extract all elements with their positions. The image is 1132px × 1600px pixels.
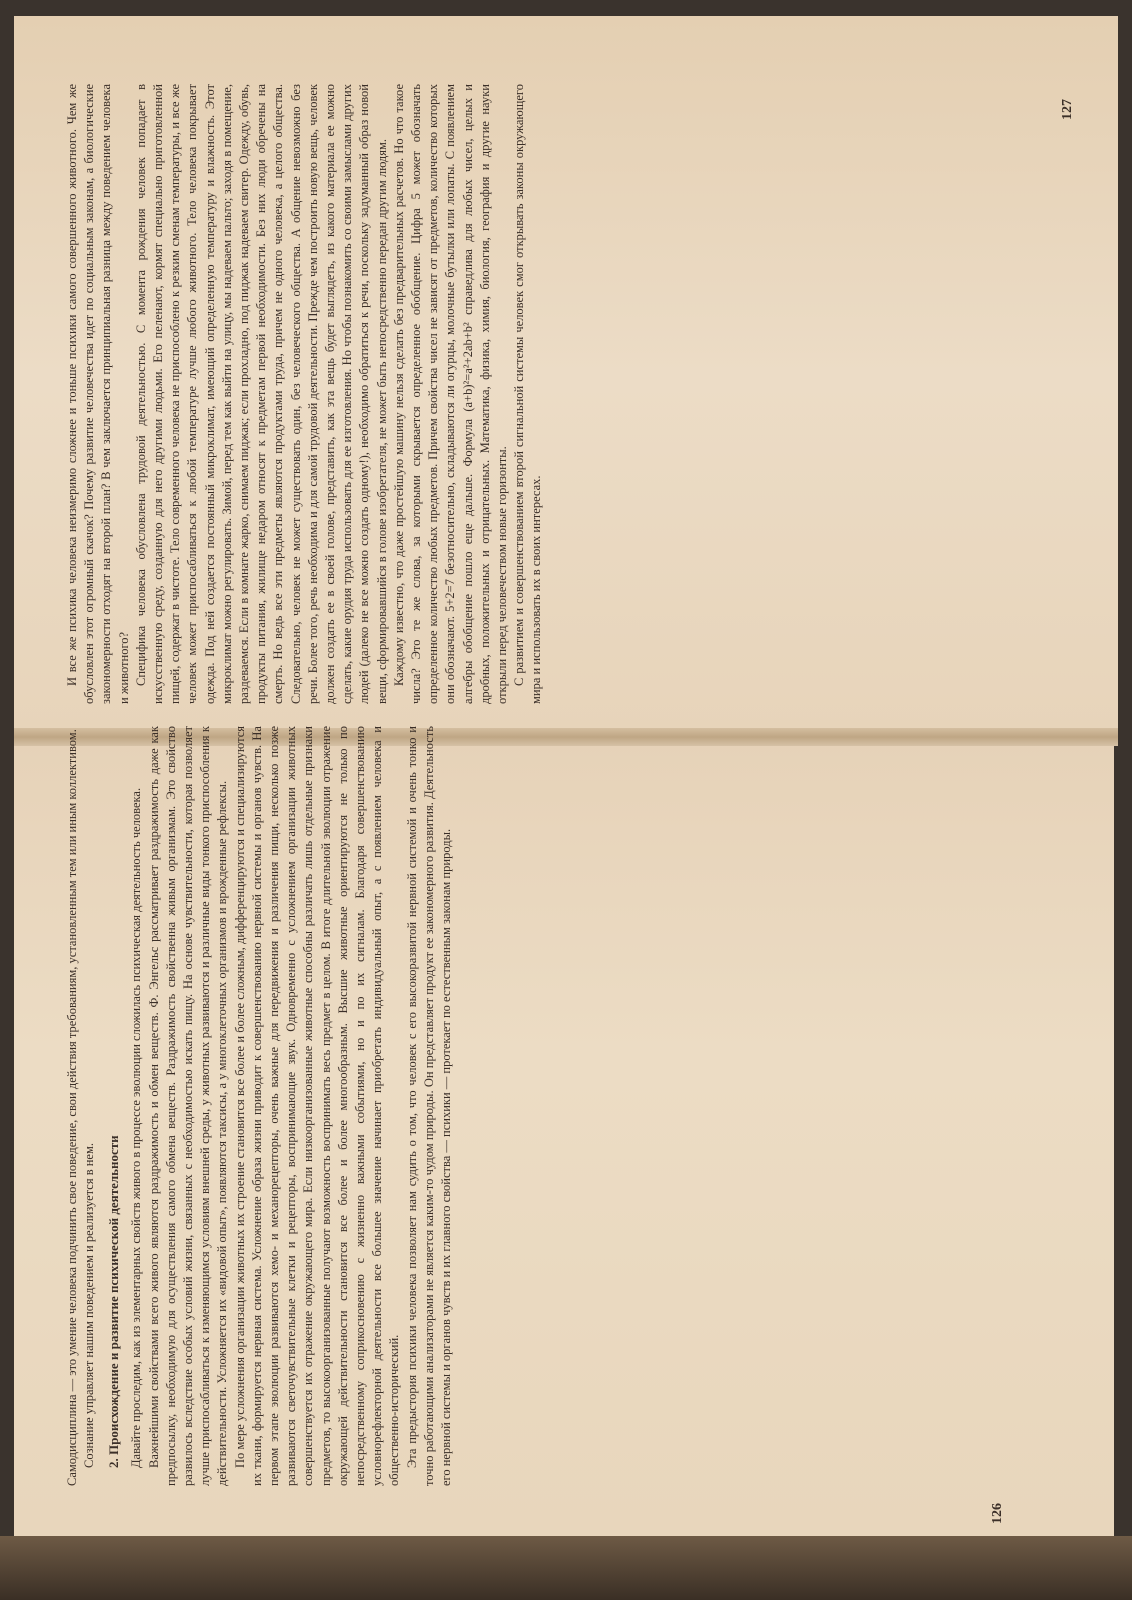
paragraph: С развитием и совершенствованием второй сигнальной системы человек смог открывать законы окружающего мира и использовать их в своих интересах. (512, 84, 544, 704)
left-page-text (64, 726, 454, 1486)
paragraph: Каждому известно, что даже простейшую машину нельзя сделать без предварительных расчетов. Но что такое числа? Это те же слова, за которыми скрывается определенное обобщение. Цифра 5 может обозначать определенное количество любых предметов. Причем свойства чисел не зависят от предметов, количество которых они обозначают. 5+2=7 безотносительно, складываются ли огурцы, молочные бутылки или лопаты. С появлением алгебры обобщение пошло еще дальше. Формула (a+b)²=a²+2ab+b² справедлива для любых чисел, целых и дробных, положительных и отрицательных. Математика, физика, химия, биология, география и другие науки открыли перед человечеством новые горизонты. (391, 84, 510, 704)
paragraph: Сознание управляет нашим поведением и реализуется в нем. (82, 1142, 97, 1468)
paragraph: Самодисциплина — это умение человека подчинить свое поведение, свои действия требованиям, установленным тем или иным коллективом. (65, 729, 79, 1486)
page-number-left: 126 (990, 1503, 1005, 1524)
paragraph: И все же психика человека неизмеримо сложнее и тоньше психики самого совершенного животного. Чем же обусловлен этот огромный скачок? Почему развитие человечества идет по социальным законам, а биологические закономерности отходят на второй план? В чем заключается принципиальная разница между поведением человека и животного? (65, 84, 131, 704)
page-number-right: 127 (1060, 99, 1075, 120)
book-edge (0, 1536, 1132, 1600)
paragraph: Давайте проследим, как из элементарных свойств живого в процессе эволюции сложилась психическая деятельность человека. (129, 787, 144, 1468)
paragraph: Эта предыстория психики человека позволяет нам судить о том, что человек с его высокоразвитой нервной системой и очень тонко и точно работающими анализаторами не является каким-то чудом природы. Он представляет продукт ее закономерного развития. Деятельность его нервной системы и органов чувств и их главного свойства — психики — протекает по естественным законам природы. (404, 726, 454, 1486)
paragraph: Специфика человека обусловлена трудовой деятельностью. С момента рождения человек попадает в искусственную среду, созданную для него другими людьми. Его пеленают, кормят специально приготовленной пищей, содержат в чистоте. Тело современного человека не приспособлено к резким сменам температуры, и все же человек может приспосабливаться к любой температуре лучше любого животного. Тело человека покрывает одежда. Под ней создается постоянный микроклимат, имеющий определенную температуру и влажность. Этот микроклимат можно регулировать. Зимой, перед тем как выйти на улицу, мы надеваем пальто; заходя в помещение, раздеваемся. Если в комнате жарко, снимаем пиджак; если прохладно, под пиджак надеваем свитер. Одежду, обувь, продукты питания, жилище недаром относят к предметам первой необходимости. Без них люди обречены на смерть. Но ведь все эти предметы являются продуктами труда, причем не одного человека, а целого общества. Следовательно, человек не может существовать один, без человеческого общества. А общение невозможно без речи. Более того, речь необходима и для самой трудовой деятельности. Прежде чем построить новую вещь, человек должен создать ее в своей голове, представить, как эта вещь будет выглядеть, из какого материала ее можно сделать, какие орудия труда использовать для ее изготовления. Но чтобы познакомить со своими замыслами других людей (далеко не все можно создать одному!), необходимо обратиться к речи, поскольку задуманный образ новой вещи, сформировавшийся в голове изобретателя, не может быть непосредственно передан другим людям. (133, 84, 389, 704)
right-page-text (64, 84, 1024, 704)
section-heading: 2. Происхождение и развитие психической деятельности (106, 1135, 122, 1468)
paragraph: По мере усложнения организации животных их строение становится все более и более сложным, дифференцируются и специализируются их ткани, формируется нервная система. Усложнение образа жизни приводит к совершенствованию нервной системы и органов чувств. На первом этапе эволюции развиваются хемо- и механорецепторы, очень важные для передвижения и различения пищи, несколько позже развиваются светочувствительные клетки и рецепторы, воспринимающие звук. Одновременно с усложнением организации животных совершенствуется их отражение окружающего мира. Если низкоорганизованные животные способны различать лишь отдельные признаки предметов, то высокоорганизованные получают возможность воспринимать весь предмет в целом. В итоге длительной эволюции отражение окружающей действительности становится все более и более многообразным. Высшие животные ориентируются не только по непосредственному соприкосновению с жизненно важными событиями, но и по их сигналам. Благодаря совершенствованию условнорефлекторной деятельности все большее значение начинает приобретать индивидуальный опыт, а с появлением человека и общественно-исторический. (232, 726, 402, 1486)
paragraph: Важнейшими свойствами всего живого являются раздражимость и обмен веществ. Ф. Энгельс рассматривает раздражимость даже как предпосылку, необходимую для осуществления самого обмена веществ. Раздражимость свойственна живым организмам. Это свойство развилось вследствие особых условий жизни, связанных с необходимостью искать пищу. На основе чувствительности, которая позволяет лучше приспосабливаться к изменяющимся условиям внешней среды, у животных развиваются и различные виды тонкого приспособления к действительности. Усложняется их «видовой опыт», появляются таксисы, а у многоклеточных организмов и врожденные рефлексы. (146, 726, 230, 1486)
